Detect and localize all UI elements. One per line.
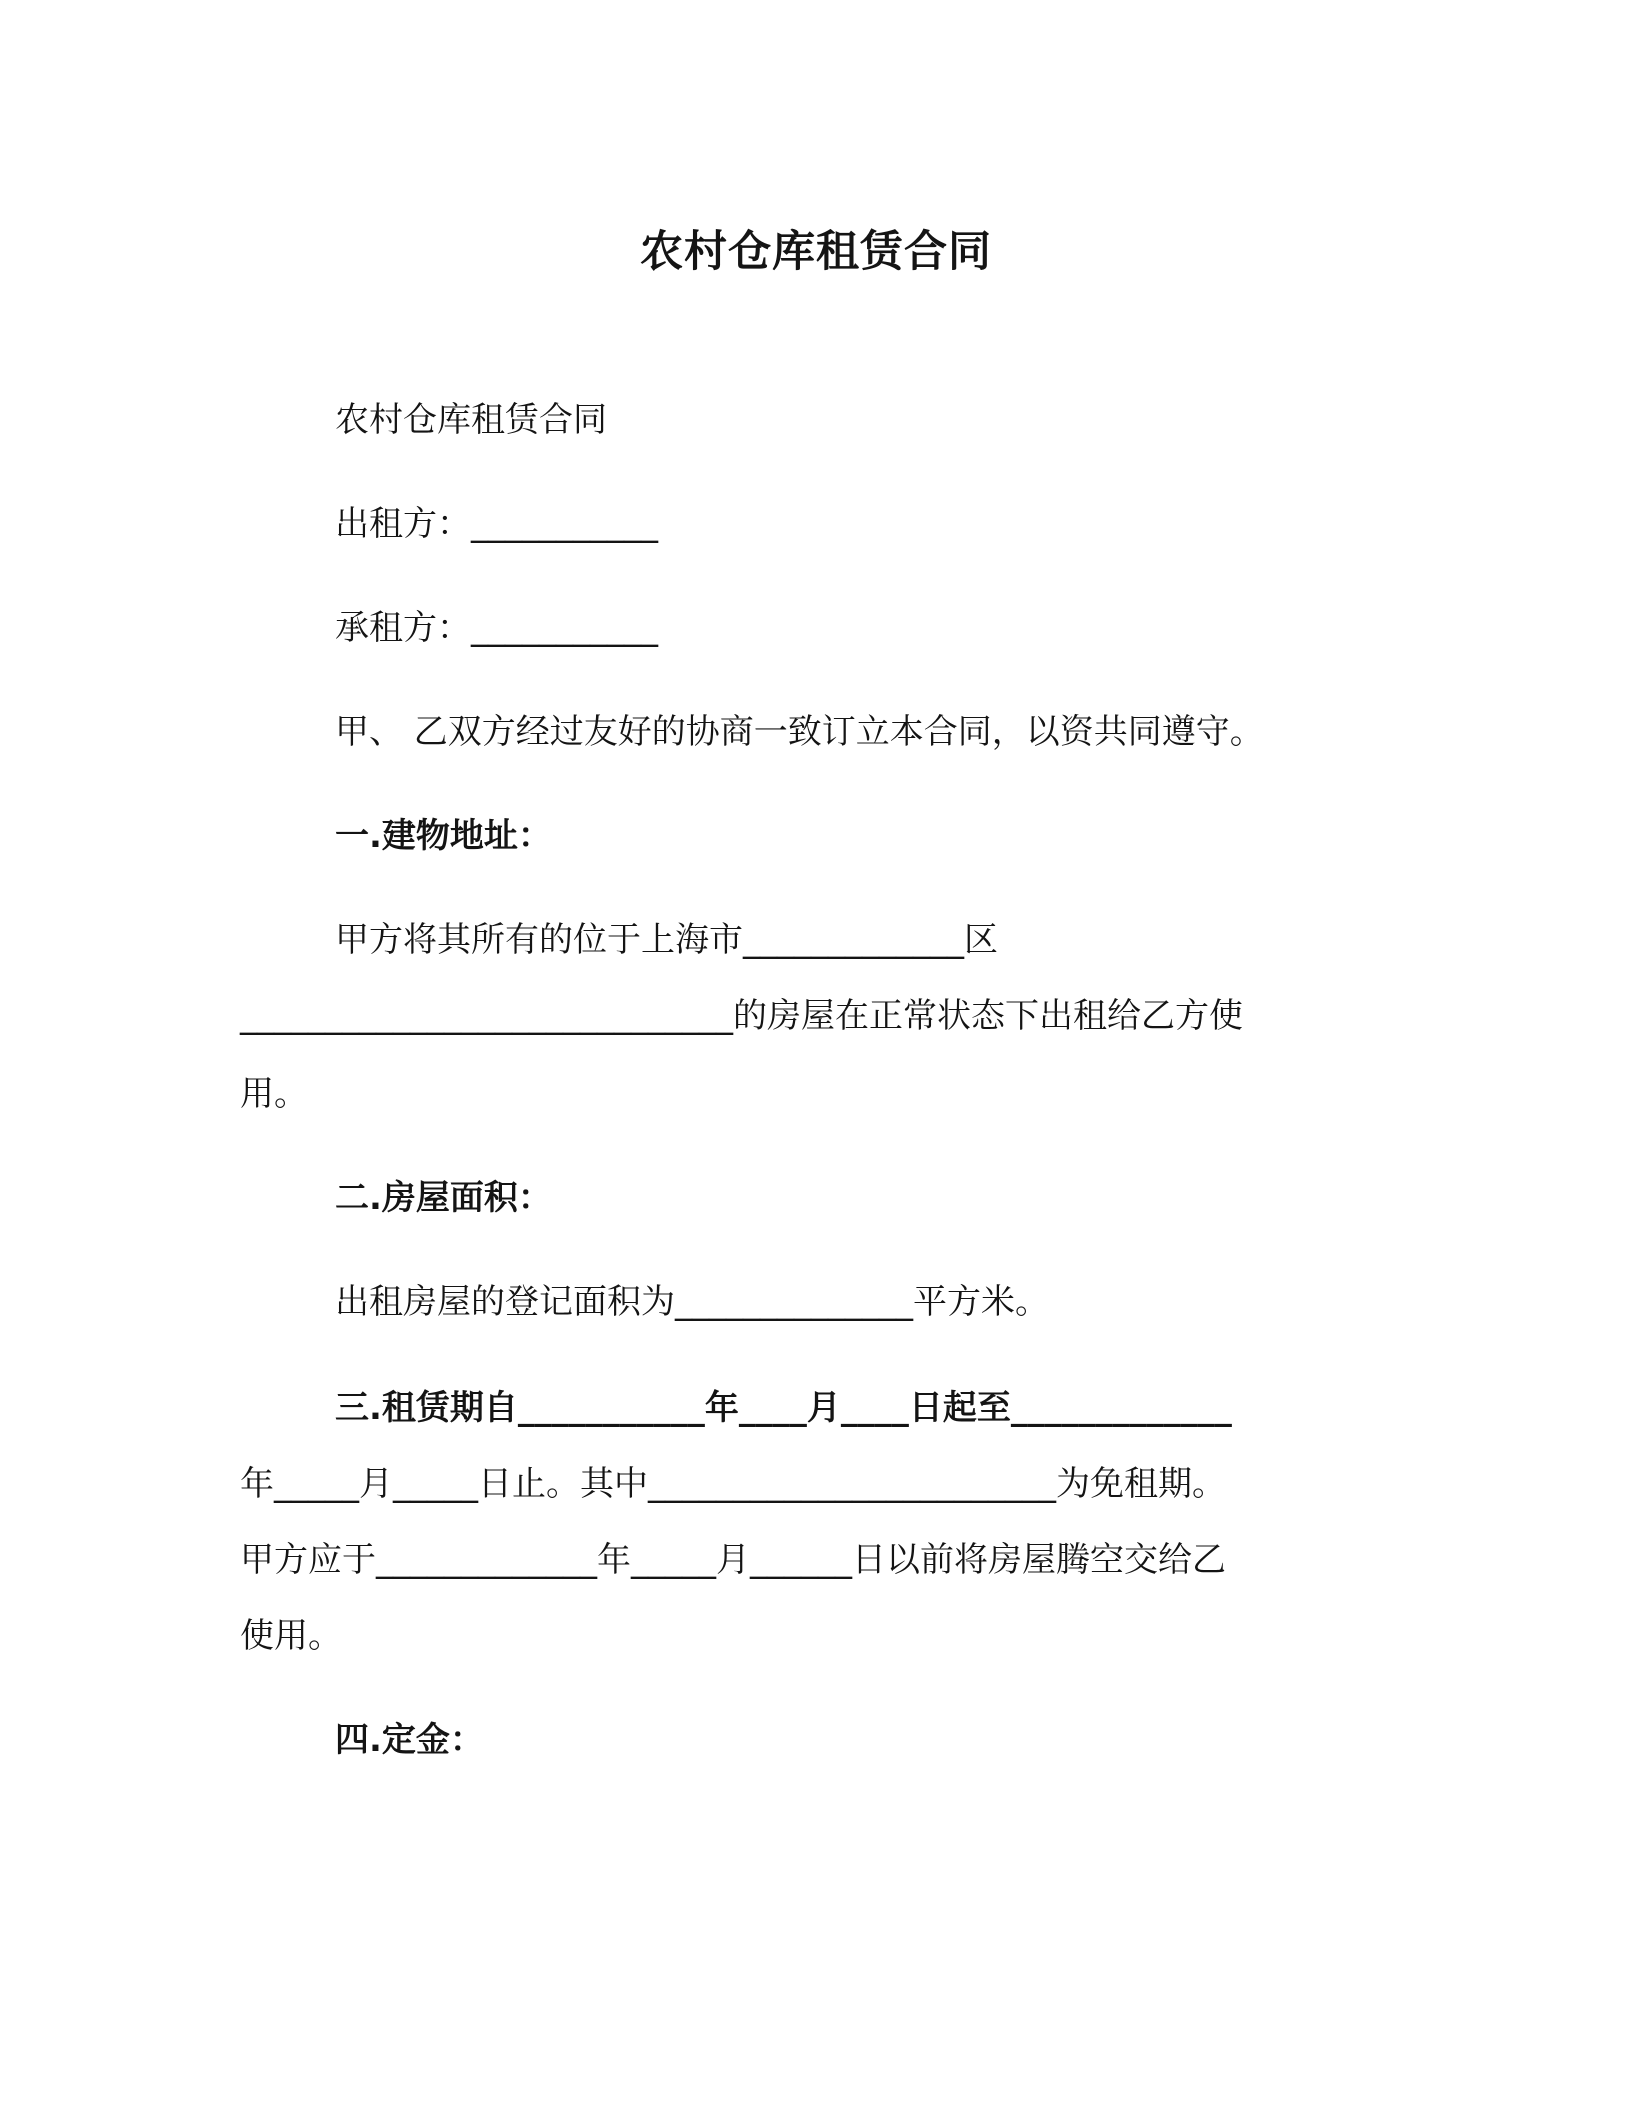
lease-term-line-4: 使用。	[240, 1616, 342, 1656]
address-line-1: 甲方将其所有的位于上海市_____________区	[335, 920, 998, 960]
section-2-heading: 二.房屋面积：	[335, 1178, 552, 1218]
section-1-heading: 一.建物地址：	[335, 816, 552, 856]
lessor-line: 出租方：___________	[335, 504, 658, 544]
lease-term-line-1: 三.租赁期自___________年____月____日起至_____________	[335, 1388, 1232, 1428]
agreement-preamble: 甲、 乙双方经过友好的协商一致订立本合同，以资共同遵守。	[335, 712, 1264, 752]
section-4-heading: 四.定金：	[335, 1720, 484, 1760]
contract-heading: 农村仓库租赁合同	[335, 400, 607, 440]
lease-term-line-2: 年_____月_____日止。其中________________________为免租期。	[240, 1464, 1226, 1504]
lease-term-line-3: 甲方应于_____________年_____月______日以前将房屋腾空交给乙	[240, 1540, 1226, 1580]
area-line: 出租房屋的登记面积为______________平方米。	[335, 1282, 1049, 1322]
address-line-3: 用。	[240, 1074, 308, 1114]
address-line-2: _____________________________的房屋在正常状态下出租给乙方使	[240, 996, 1243, 1036]
document-title: 农村仓库租赁合同	[640, 227, 992, 277]
lessee-line: 承租方：___________	[335, 608, 658, 648]
